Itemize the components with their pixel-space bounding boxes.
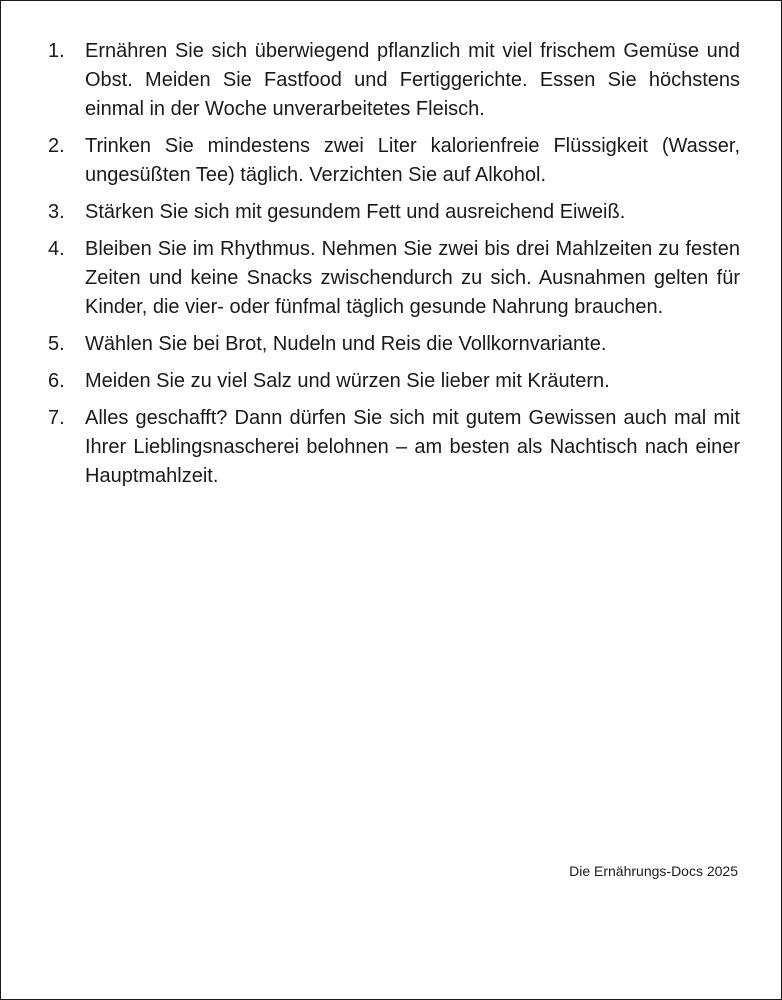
list-item-text: Stärken Sie sich mit gesundem Fett und ausreichend Eiweiß. xyxy=(85,201,626,223)
list-item xyxy=(1,235,781,322)
list-item xyxy=(1,37,781,124)
list-item-number: 3. xyxy=(48,201,65,223)
list-item-text: Trinken Sie mindestens zwei Liter kalorienfreie Flüssigkeit (Wasser, ungesüßten Tee) täglich. Verzichten Sie auf Alkohol. xyxy=(85,135,740,186)
list-item-number: 2. xyxy=(48,135,65,157)
tips-list xyxy=(1,37,781,499)
list-item-number: 5. xyxy=(48,333,65,355)
list-item-text: Alles geschafft? Dann dürfen Sie sich mit gutem Gewissen auch mal mit Ihrer Lieblingsnascherei belohnen – am besten als Nachtisch nach einer Hauptmahlzeit. xyxy=(85,407,740,487)
list-item-number: 4. xyxy=(48,238,65,260)
page-footer: Die Ernährungs-Docs 2025 xyxy=(569,863,738,879)
list-item xyxy=(1,367,781,396)
list-item xyxy=(1,404,781,491)
list-item-text: Ernähren Sie sich überwiegend pflanzlich mit viel frischem Gemüse und Obst. Meiden Sie Fastfood und Fertiggerichte. Essen Sie höchstens einmal in der Woche unverarbeitetes Fleisch. xyxy=(85,40,740,120)
list-item xyxy=(1,198,781,227)
list-item xyxy=(1,132,781,190)
list-item-text: Wählen Sie bei Brot, Nudeln und Reis die Vollkornvariante. xyxy=(85,333,607,355)
list-item xyxy=(1,330,781,359)
list-item-number: 6. xyxy=(48,370,65,392)
list-item-text: Meiden Sie zu viel Salz und würzen Sie lieber mit Kräutern. xyxy=(85,370,610,392)
list-item-text: Bleiben Sie im Rhythmus. Nehmen Sie zwei bis drei Mahlzeiten zu festen Zeiten und keine Snacks zwischendurch zu sich. Ausnahmen gelten für Kinder, die vier- oder fünfmal täglich gesunde Nahrung brauchen. xyxy=(85,238,740,318)
list-item-number: 7. xyxy=(48,407,65,429)
list-item-number: 1. xyxy=(48,40,65,62)
